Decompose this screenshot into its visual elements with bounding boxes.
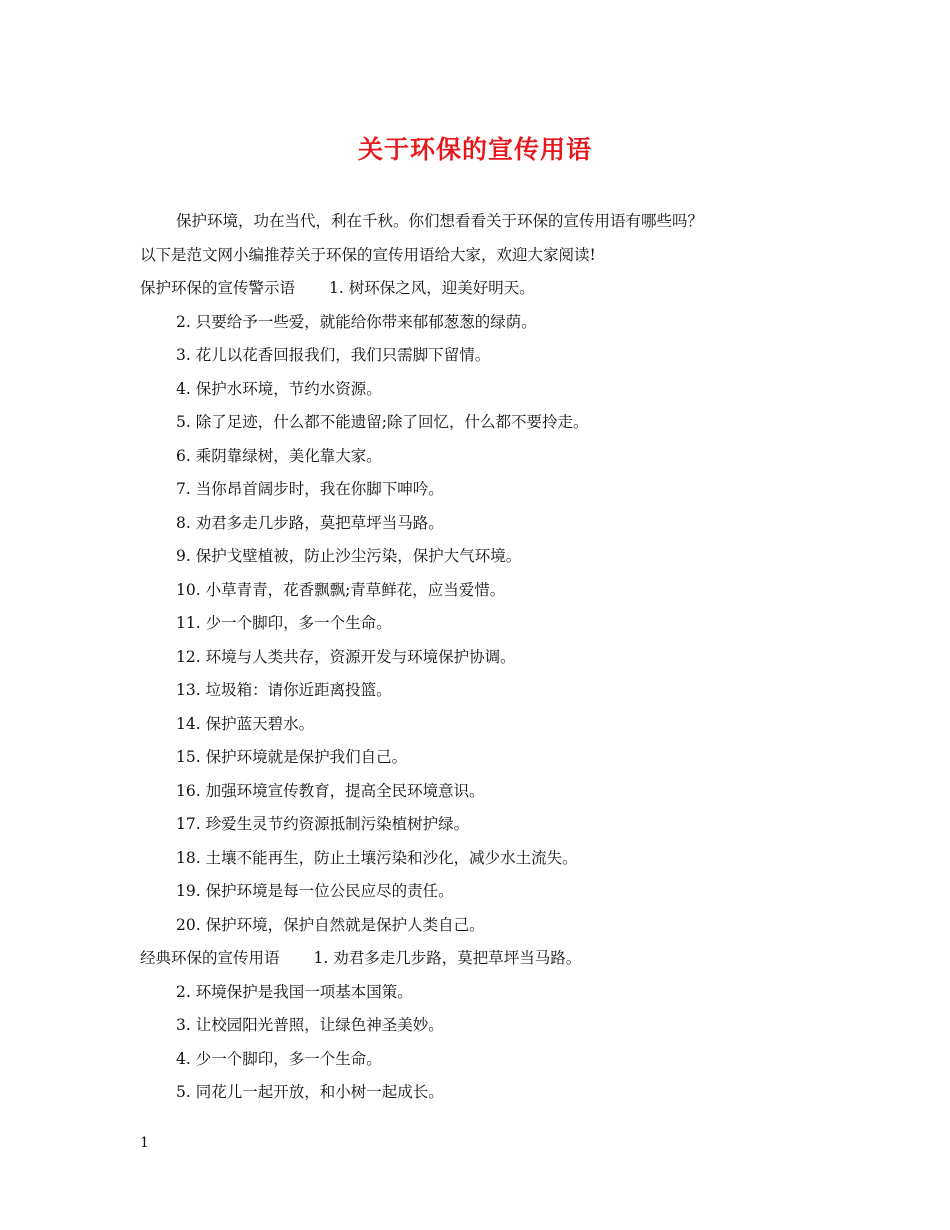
list-item: 6. 乘阴靠绿树，美化靠大家。 xyxy=(176,446,382,465)
list-item: 5. 同花儿一起开放，和小树一起成长。 xyxy=(176,1083,444,1101)
list-item: 12. 环境与人类共存，资源开发与环境保护协调。 xyxy=(176,647,516,666)
list-item: 1. 树环保之风，迎美好明天。 xyxy=(329,279,535,297)
list-item: 16. 加强环境宣传教育，提高全民环境意识。 xyxy=(176,781,485,800)
section-heading-row xyxy=(140,942,830,976)
section-heading-row xyxy=(140,272,830,306)
list-item: 3. 让校园阳光普照，让绿色神圣美妙。 xyxy=(176,1016,444,1034)
list-item: 2. 环境保护是我国一项基本国策。 xyxy=(176,982,413,1001)
list-item: 20. 保护环境，保护自然就是保护人类自己。 xyxy=(176,915,485,934)
list-item: 7. 当你昂首阔步时，我在你脚下呻吟。 xyxy=(176,480,444,498)
list-item: 1. 劝君多走几步路，莫把草坪当马路。 xyxy=(313,949,582,967)
list-item: 18. 土壤不能再生，防止土壤污染和沙化，减少水土流失。 xyxy=(176,848,578,867)
list-item: 10. 小草青青，花香飘飘;青草鲜花，应当爱惜。 xyxy=(176,580,506,599)
page-number: 1 xyxy=(140,1135,149,1151)
list-item: 17. 珍爱生灵节约资源抵制污染植树护绿。 xyxy=(176,815,470,833)
section-heading: 保护环保的宣传警示语 xyxy=(140,279,296,297)
list-item: 3. 花儿以花香回报我们，我们只需脚下留情。 xyxy=(176,346,491,364)
list-item: 11. 少一个脚印，多一个生命。 xyxy=(176,614,392,632)
list-item: 4. 保护水环境，节约水资源。 xyxy=(176,379,382,398)
intro-paragraph-line-2: 以下是范文网小编推荐关于环保的宣传用语给大家，欢迎大家阅读! xyxy=(140,245,596,264)
list-item: 4. 少一个脚印，多一个生命。 xyxy=(176,1049,382,1068)
document-body xyxy=(140,205,830,1110)
list-item: 19. 保护环境是每一位公民应尽的责任。 xyxy=(176,882,454,900)
intro-paragraph-line-1: 保护环境，功在当代，利在千秋。你们想看看关于环保的宣传用语有哪些吗？ xyxy=(176,212,704,230)
list-item: 5. 除了足迹，什么都不能遗留;除了回忆，什么都不要拎走。 xyxy=(176,413,589,431)
list-item: 2. 只要给予一些爱，就能给你带来郁郁葱葱的绿荫。 xyxy=(176,312,537,331)
list-item: 14. 保护蓝天碧水。 xyxy=(176,714,315,733)
list-item: 8. 劝君多走几步路，莫把草坪当马路。 xyxy=(176,513,444,532)
list-item: 9. 保护戈壁植被，防止沙尘污染，保护大气环境。 xyxy=(176,547,522,565)
section-heading: 经典环保的宣传用语 xyxy=(140,949,280,967)
list-item: 15. 保护环境就是保护我们自己。 xyxy=(176,748,408,766)
list-item: 13. 垃圾箱：请你近距离投篮。 xyxy=(176,681,392,699)
page-title: 关于环保的宣传用语 xyxy=(357,135,592,164)
